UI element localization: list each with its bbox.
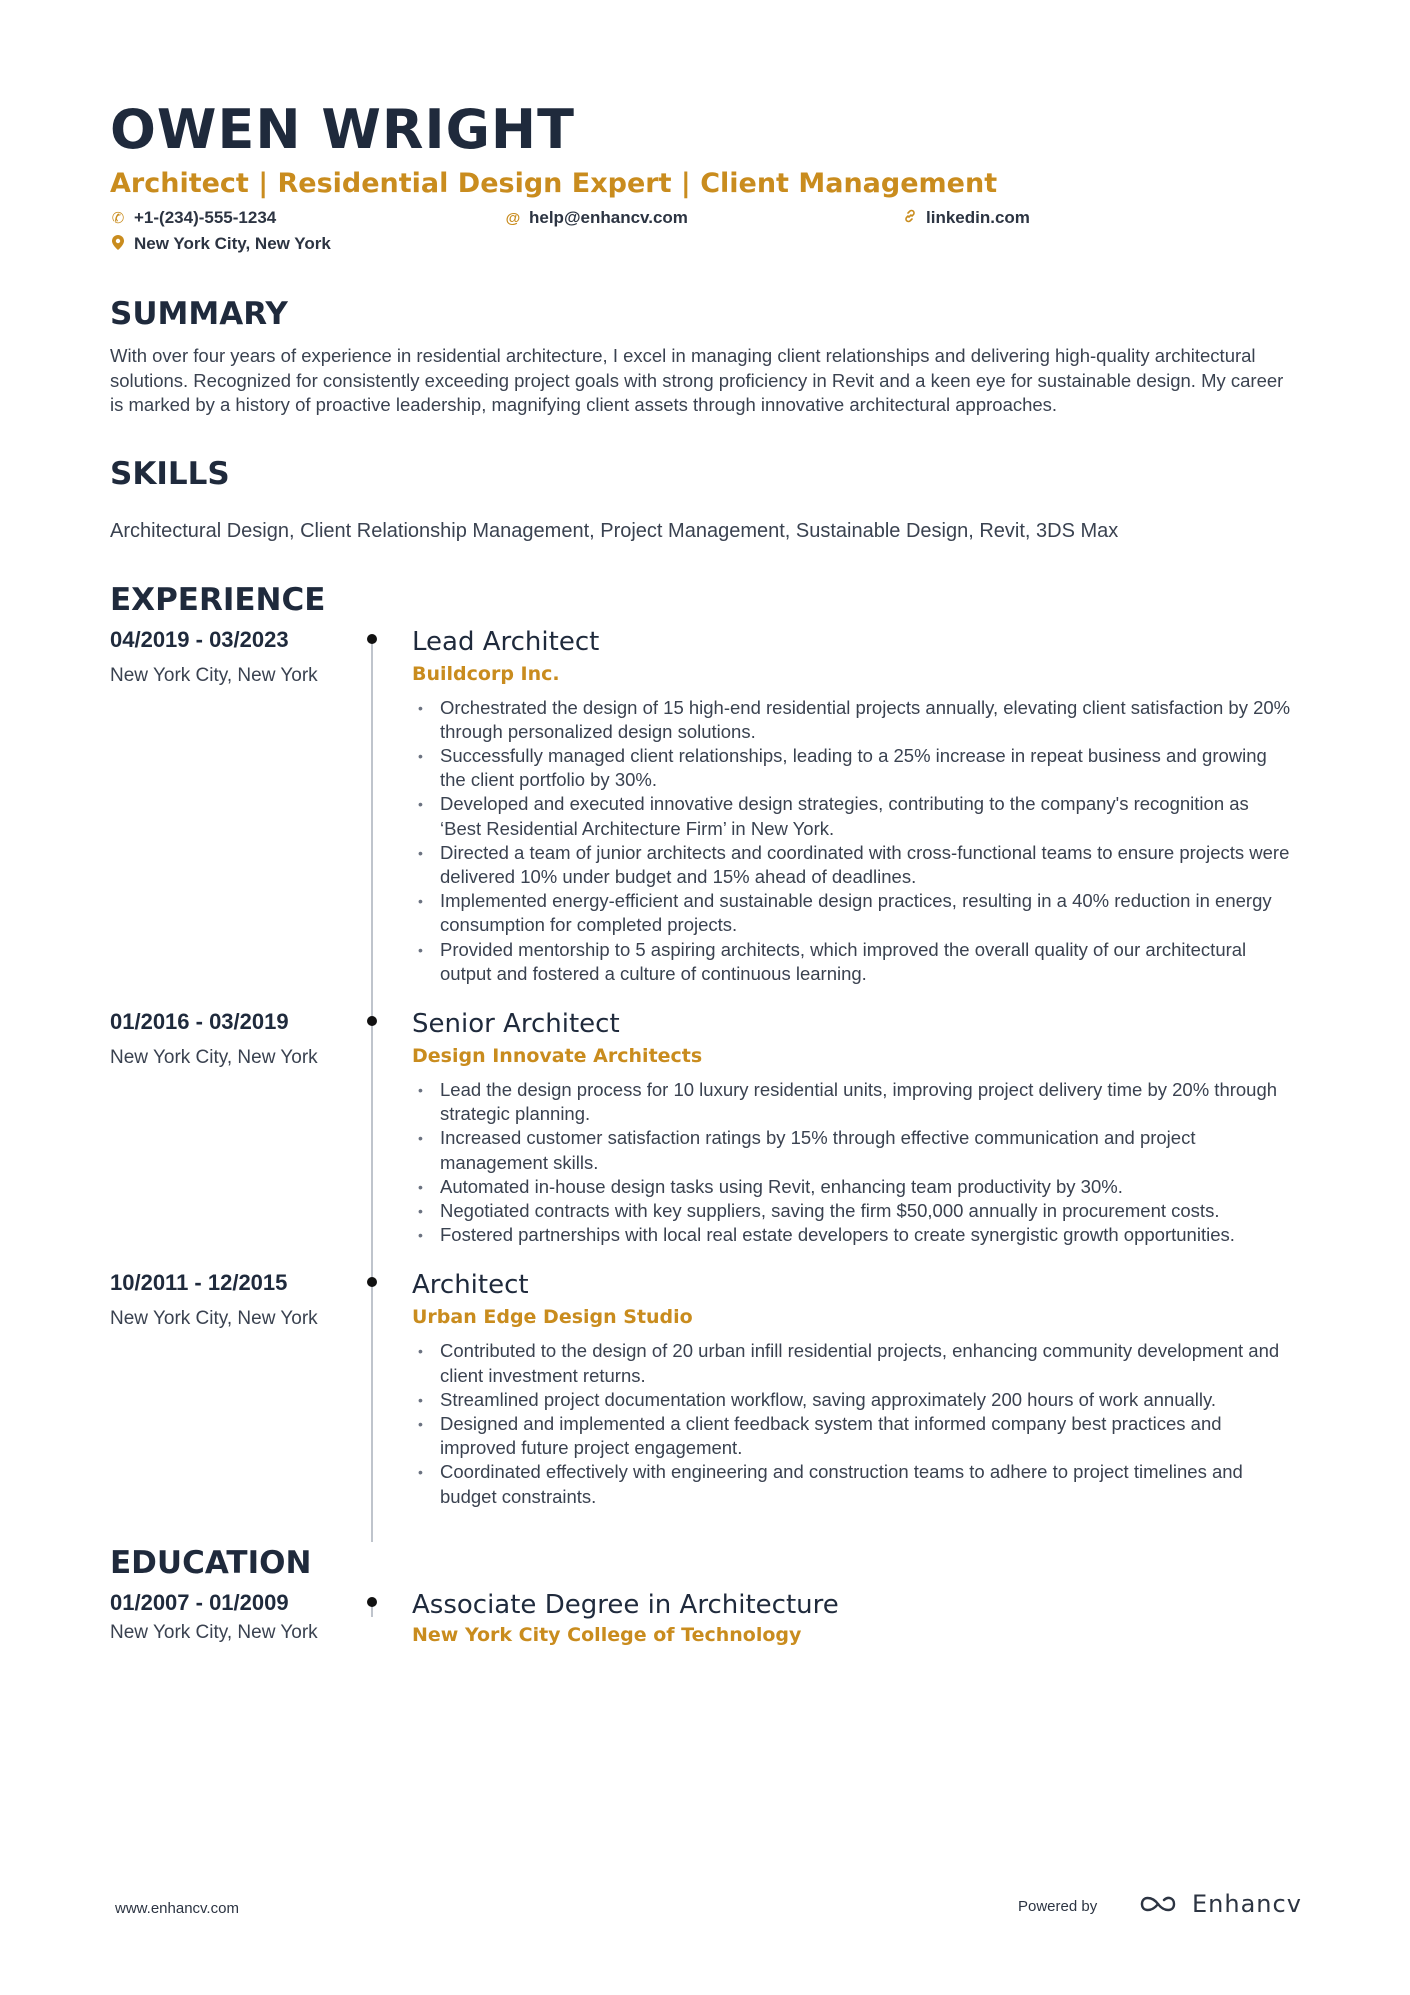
contact-info — [110, 208, 1310, 264]
experience-location: New York City, New York — [110, 664, 318, 686]
at-icon: @ — [505, 209, 521, 227]
education-timeline — [110, 1589, 1310, 1647]
enhancv-brand[interactable] — [1138, 1890, 1302, 1918]
experience-location: New York City, New York — [110, 1046, 318, 1068]
experience-date: 01/2016 - 03/2019 — [110, 1008, 289, 1034]
resume-content — [110, 96, 1310, 1647]
bullet-item: • Provided mentorship to 5 aspiring architects, which improved the overall quality of our architectural output and fostered a culture of continuous learning. — [418, 938, 1247, 984]
location-text: New York City, New York — [134, 234, 331, 253]
bullet-item: • Automated in-house design tasks using Revit, enhancing team productivity by 30%. — [418, 1175, 1123, 1197]
bullet-item: • Developed and executed innovative design strategies, contributing to the company's recognition as ‘Best Residential Architecture Firm’ in New York. — [418, 793, 1249, 839]
experience-date: 04/2019 - 03/2023 — [110, 626, 289, 652]
education-section — [110, 1543, 1310, 1647]
experience-role: Architect — [412, 1270, 529, 1301]
timeline-node — [367, 1597, 377, 1607]
experience-company: Urban Edge Design Studio — [412, 1306, 693, 1329]
timeline-node — [367, 634, 377, 644]
phone-icon: ✆ — [111, 210, 125, 227]
location-pin-icon — [110, 235, 126, 254]
education-date: 01/2007 - 01/2009 — [110, 1589, 289, 1615]
education-degree: Associate Degree in Architecture — [412, 1589, 839, 1620]
skills-title: SKILLS — [110, 455, 230, 492]
email-text: help@enhancv.com — [529, 208, 688, 227]
candidate-headline: Architect | Residential Design Expert | Client Management — [110, 168, 998, 199]
contact-linkedin[interactable] — [902, 208, 1030, 228]
enhancv-logo-icon — [1138, 1891, 1184, 1917]
experience-role: Senior Architect — [412, 1008, 620, 1039]
bullet-item: • Implemented energy-efficient and sustainable design practices, resulting in a 40% reduction in energy consumption for completed projects. — [418, 890, 1272, 936]
education-location: New York City, New York — [110, 1621, 318, 1643]
education-school: New York City College of Technology — [412, 1623, 802, 1646]
summary-title: SUMMARY — [110, 296, 288, 332]
experience-bullets — [412, 1339, 1292, 1508]
link-icon — [902, 209, 918, 227]
experience-title: EXPERIENCE — [110, 581, 326, 618]
contact-phone[interactable] — [110, 208, 276, 228]
education-title: EDUCATION — [110, 1544, 312, 1581]
education-item — [110, 1589, 1310, 1647]
timeline-node — [367, 1016, 377, 1026]
summary-text: With over four years of experience in residential architecture, I excel in managing client relationships and delivering high-quality architectural solutions. Recognized for consistently exceeding project goals with strong proficiency in Revit and a keen eye for sustainable design. My career is marked by a history of proactive leadership, magnifying client assets through innovative architectural approaches. — [110, 345, 1284, 415]
experience-bullets — [412, 1078, 1292, 1247]
experience-bullets — [412, 696, 1292, 986]
experience-company: Design Innovate Architects — [412, 1044, 703, 1067]
experience-item — [110, 1008, 1310, 1247]
linkedin-text: linkedin.com — [926, 208, 1030, 227]
skills-text: Architectural Design, Client Relationship Management, Project Management, Sustainable Design, Revit, 3DS Max — [110, 519, 1119, 542]
bullet-item: • Successfully managed client relationships, leading to a 25% increase in repeat business and growing the client portfolio by 30%. — [418, 744, 1267, 791]
experience-location: New York City, New York — [110, 1308, 318, 1330]
footer — [0, 1890, 1410, 1930]
timeline-node — [367, 1277, 377, 1287]
candidate-name: OWEN WRIGHT — [110, 98, 575, 161]
skills-section — [110, 454, 1310, 544]
bullet-item: • Fostered partnerships with local real estate developers to create synergistic growth opportunities. — [418, 1224, 1235, 1246]
bullet-item: • Lead the design process for 10 luxury residential units, improving project delivery time by 20% through strategic planning. — [418, 1078, 1278, 1125]
bullet-item: • Orchestrated the design of 15 high-end residential projects annually, elevating client satisfaction by 20% through personalized design solutions. — [418, 696, 1291, 742]
contact-location — [110, 234, 331, 254]
experience-date: 10/2011 - 12/2015 — [110, 1270, 288, 1296]
enhancv-brand-text: Enhancv — [1192, 1890, 1302, 1918]
contact-email[interactable] — [505, 208, 688, 228]
bullet-item: • Negotiated contracts with key suppliers, saving the firm $50,000 annually in procurement costs. — [418, 1199, 1220, 1221]
experience-item — [110, 626, 1310, 986]
bullet-item: • Directed a team of junior architects and coordinated with cross-functional teams to ensure projects were delivered 10% under budget and 15% ahead of deadlines. — [418, 841, 1290, 887]
bullet-item: • Coordinated effectively with engineering and construction teams to adhere to project timelines and budget constraints. — [418, 1461, 1243, 1507]
experience-timeline — [110, 626, 1310, 1509]
experience-role: Lead Architect — [412, 626, 600, 657]
bullet-item: • Designed and implemented a client feedback system that informed company best practices and improved future project engagement. — [418, 1412, 1222, 1459]
bullet-item: • Increased customer satisfaction ratings by 15% through effective communication and project management skills. — [418, 1127, 1196, 1173]
powered-by-label: Powered by — [1018, 1898, 1098, 1915]
phone-text: +1-(234)-555-1234 — [134, 208, 277, 227]
experience-item — [110, 1269, 1310, 1508]
experience-section — [110, 580, 1310, 1509]
footer-site-link[interactable]: www.enhancv.com — [115, 1900, 239, 1917]
bullet-item: • Streamlined project documentation workflow, saving approximately 200 hours of work annually. — [418, 1388, 1217, 1410]
bullet-item: • Contributed to the design of 20 urban infill residential projects, enhancing community development and client investment returns. — [418, 1340, 1280, 1386]
summary-section — [110, 294, 1310, 418]
experience-company: Buildcorp Inc. — [412, 662, 560, 685]
